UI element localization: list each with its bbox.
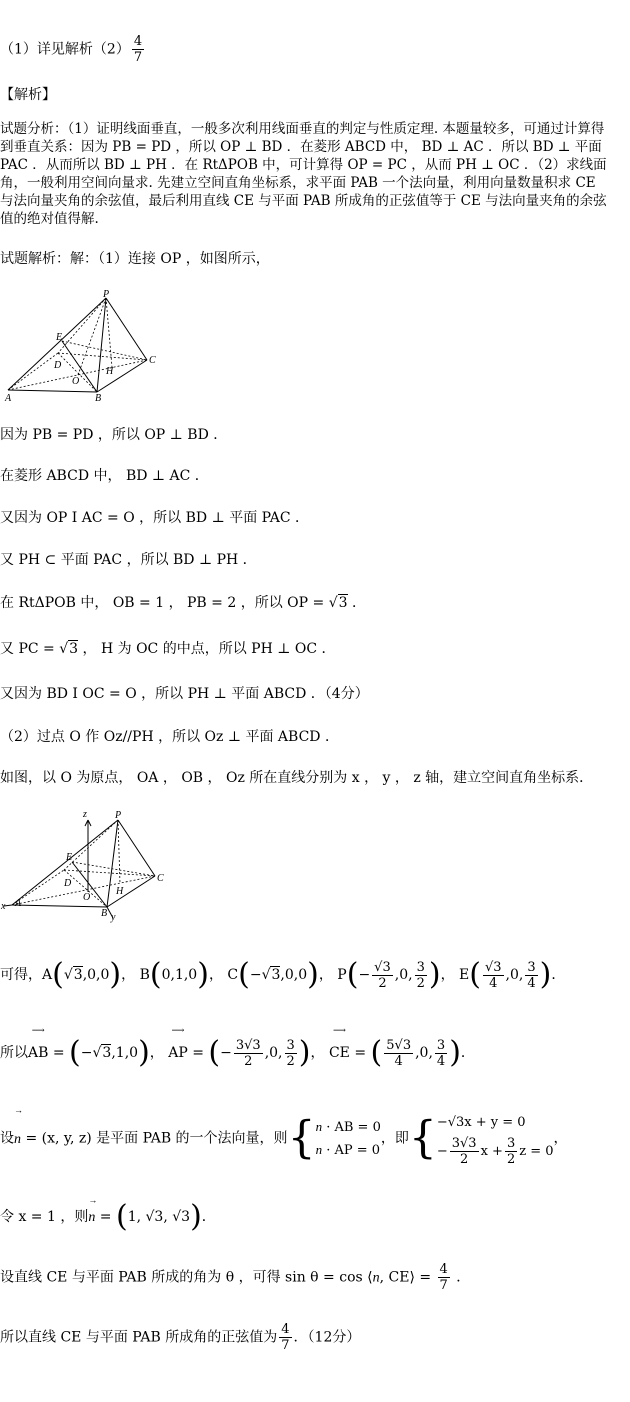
step-2: 在菱形 ABCD 中， BD ⊥ AC ． — [0, 468, 209, 484]
analysis-line-6: 值的绝对值得解. — [0, 211, 99, 227]
step-8: （2）过点 O 作 Oz//PH ，所以 Oz ⊥ 平面 ABCD ． — [0, 729, 339, 745]
fig2-label-C: C — [157, 873, 164, 884]
step-5: 在 RtΔPOB 中， OB = 1 ， PB = 2 ，所以 OP = √3 ． — [0, 595, 366, 611]
step-3: 又因为 OP I AC = O ，所以 BD ⊥ 平面 PAC ． — [0, 510, 310, 526]
coordinates-line: 可得，A(√3,0,0)， B(0,1,0)， C(−√3,0,0)， P(− $\frac{√3}{2}$ ,0, $\frac{3}{2}$ )， E( $\frac{√3}{4}$ ,0, $\frac{3}{4}$ )． — [0, 957, 566, 992]
fig1-label-D: D — [54, 360, 62, 371]
normal-vector-line: 设 → n = (x, y, z) 是平面 PAB 的一个法向量，则{n · AB = 0 n · AP = 0，即{−√3x + y = 0 − $\frac{3√3}{2}$ x + $\frac{3}{2}$ z = 0， — [0, 1104, 568, 1167]
fig2-label-O: O — [83, 892, 91, 903]
fig2-label-E: E — [66, 852, 73, 863]
fig2-label-y: y — [111, 912, 116, 923]
fig1-label-A: A — [5, 393, 12, 403]
final-line: 所以直线 CE 与平面 PAB 所成角的正弦值为 $\frac{4}{7}$ ．（12分） — [0, 1322, 361, 1353]
pyramid-figure-1 — [0, 288, 170, 403]
answer-fraction: $\frac{4}{7}$ — [133, 34, 143, 65]
section-title: 【解析】 — [0, 87, 56, 103]
analysis-line-4: 角，一般利用空间向量求. 先建立空间直角坐标系，求平面 PAB 一个法向量，利用向量数量积求 CE — [0, 175, 596, 191]
let-line: 令 x = 1 ，则 → n = (1, √3, √3)． — [0, 1195, 216, 1234]
fig1-label-P: P — [103, 289, 110, 300]
answer-prefix: （1）详见解析（2） — [0, 41, 130, 58]
pyramid-figure-2 — [0, 808, 170, 923]
fig2-label-D: D — [64, 878, 72, 889]
fig1-label-E: E — [56, 332, 63, 343]
analysis-line-2: 到垂直关系：因为 PB = PD ，所以 OP ⊥ BD ．在菱形 ABCD 中， BD ⊥ AC ．所以 BD ⊥ 平面 — [0, 139, 602, 155]
step-4: 又 PH ⊂ 平面 PAC ，所以 BD ⊥ PH ． — [0, 552, 257, 568]
vectors-line: 所以 ⟶ AB = (−√3,1,0)， ⟶ AP = (− $\frac{3√3}{2}$ ,0, $\frac{3}{2}$ )， ⟶ CE = ( $\frac{5√3}{4}$ ,0, $\frac{3}{4}$ )． — [0, 1026, 475, 1070]
analysis-line-5: 与法向量夹角的余弦值，最后利用直线 CE 与平面 PAB 所成角的正弦值等于 CE 与法向量夹角的余弦 — [0, 193, 607, 209]
fig2-label-H: H — [116, 886, 124, 897]
fig2-label-P: P — [115, 810, 122, 821]
fig1-label-O: O — [72, 376, 80, 387]
step-6: 又 PC = √3 ， H 为 OC 的中点，所以 PH ⊥ OC ． — [0, 641, 336, 657]
step-9: 如图，以 O 为原点， OA ， OB ， Oz 所在直线分别为 x ， y ， z 轴，建立空间直角坐标系． — [0, 770, 594, 786]
analysis-line-3: PAC ．从而所以 BD ⊥ PH ．在 RtΔPOB 中，可计算得 OP = PC ，从而 PH ⊥ OC ．（2）求线面 — [0, 157, 607, 173]
fig1-label-H: H — [106, 366, 114, 377]
angle-line: 设直线 CE 与平面 PAB 所成的角为 θ ，可得 sin θ = cos ⟨n, CE⟩ = $\frac{4}{7}$ ． — [0, 1262, 471, 1293]
fig2-label-x: x — [1, 901, 6, 912]
fig2-label-B: B — [101, 908, 108, 919]
fig2-label-z: z — [83, 809, 87, 820]
fig2-label-A: A — [15, 898, 22, 909]
analysis-line-1: 试题分析：（1）证明线面垂直，一般多次利用线面垂直的判定与性质定理. 本题量较多，可通过计算得 — [0, 121, 605, 137]
solution-intro: 试题解析：解：（1）连接 OP ，如图所示， — [0, 251, 270, 267]
step-7: 又因为 BD I OC = O ，所以 PH ⊥ 平面 ABCD ．（4分） — [0, 686, 369, 702]
fig1-label-C: C — [149, 355, 156, 366]
fig1-label-B: B — [95, 393, 102, 403]
answer-line — [0, 34, 630, 65]
step-1: 因为 PB = PD ，所以 OP ⊥ BD ． — [0, 427, 228, 443]
